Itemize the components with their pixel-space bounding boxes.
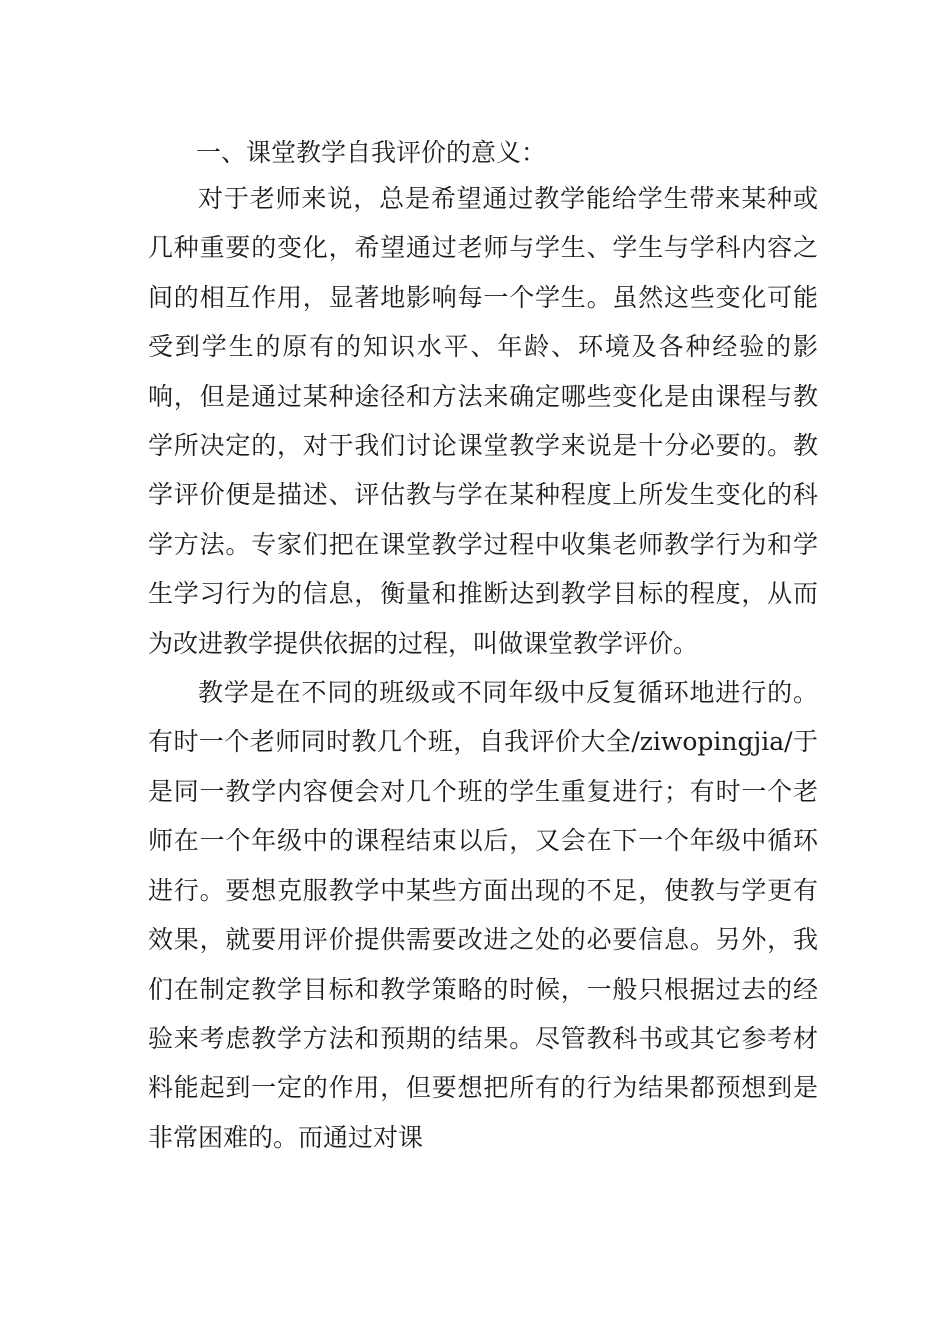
paragraph-1: 对于老师来说，总是希望通过教学能给学生带来某种或几种重要的变化，希望通过老师与学生、学生与学科内容之间的相互作用，显著地影响每一个学生。虽然这些变化可能受到学生的原有的知识水平、年龄、环境及各种经验的影响，但是通过某种途径和方法来确定哪些变化是由课程与教学所决定的，对于我们讨论课堂教学来说是十分必要的。教学评价便是描述、评估教与学在某种程度上所发生变化的科学方法。专家们把在课堂教学过程中收集老师教学行为和学生学习行为的信息，衡量和推断达到教学目标的程度，从而为改进教学提供依据的过程，叫做课堂教学评价。 bbox=[148, 184, 818, 658]
paragraph-2: 教学是在不同的班级或不同年级中反复循环地进行的。有时一个老师同时教几个班，自我评价大全/ziwopingjia/于是同一教学内容便会对几个班的学生重复进行；有时一个老师在一个年级中的课程结束以后，又会在下一个年级中循环进行。要想克服教学中某些方面出现的不足，使教与学更有效果，就要用评价提供需要改进之处的必要信息。另外，我们在制定教学目标和教学策略的时候，一般只根据过去的经验来考虑教学方法和预期的结果。尽管教科书或其它参考材料能起到一定的作用，但要想把所有的行为结果都预想到是非常困难的。而通过对课 bbox=[148, 678, 818, 1152]
document-body bbox=[148, 174, 818, 1162]
section-heading: 一、课堂教学自我评价的意义： bbox=[196, 138, 547, 167]
